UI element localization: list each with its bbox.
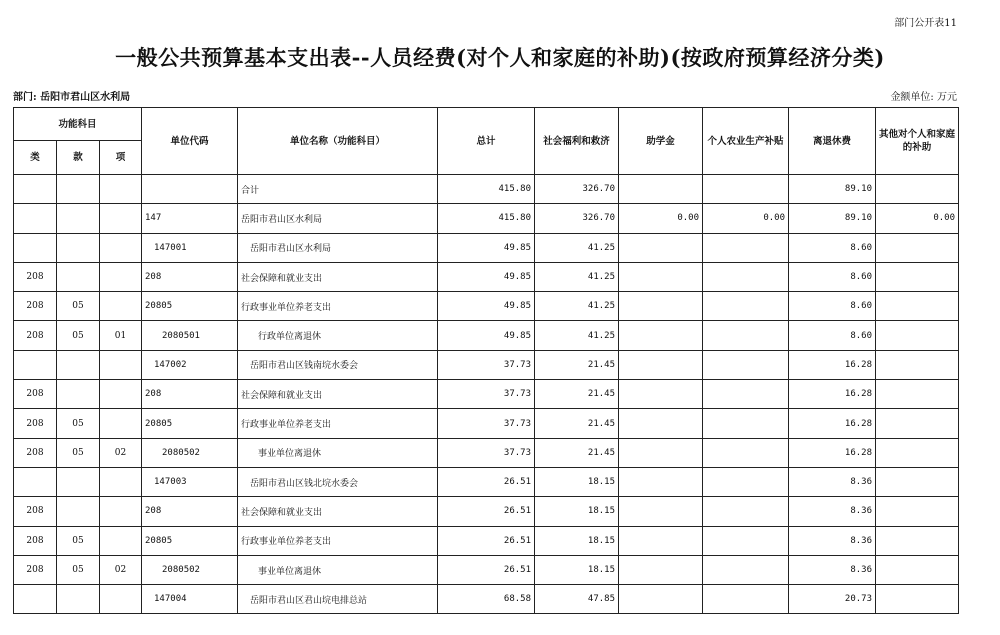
cell-unit-code (142, 175, 238, 204)
cell-unit-name: 岳阳市君山区水利局 (238, 204, 438, 233)
cell-unit-name: 行政单位离退休 (238, 321, 438, 350)
cell-scholarship: 0.00 (619, 204, 703, 233)
table-row (14, 526, 959, 555)
cell-other-subsidy (876, 526, 959, 555)
cell-unit-name: 岳阳市君山区君山垸电排总站 (238, 585, 438, 614)
cell-xiang (100, 585, 142, 614)
cell-retirement: 8.36 (789, 526, 876, 555)
cell-lei (14, 585, 57, 614)
cell-scholarship (619, 233, 703, 262)
cell-unit-name: 岳阳市君山区水利局 (238, 233, 438, 262)
cell-kuan (57, 350, 100, 379)
header-lei: 类 (14, 141, 57, 175)
cell-unit-name: 岳阳市君山区钱南垸水委会 (238, 350, 438, 379)
cell-total: 37.73 (438, 438, 535, 467)
cell-lei: 208 (14, 438, 57, 467)
cell-social-welfare: 18.15 (535, 497, 619, 526)
cell-agri-subsidy (703, 555, 789, 584)
cell-xiang (100, 380, 142, 409)
cell-other-subsidy (876, 175, 959, 204)
header-function-subject: 功能科目 (14, 108, 142, 141)
cell-unit-code: 2080502 (142, 555, 238, 584)
cell-lei: 208 (14, 555, 57, 584)
cell-kuan (57, 175, 100, 204)
cell-xiang: 02 (100, 438, 142, 467)
cell-other-subsidy (876, 409, 959, 438)
cell-retirement: 8.36 (789, 555, 876, 584)
header-xiang: 项 (100, 141, 142, 175)
cell-social-welfare: 41.25 (535, 262, 619, 291)
cell-lei: 208 (14, 497, 57, 526)
cell-scholarship (619, 409, 703, 438)
cell-xiang: 02 (100, 555, 142, 584)
cell-social-welfare: 21.45 (535, 409, 619, 438)
cell-scholarship (619, 380, 703, 409)
header-other-subsidy: 其他对个人和家庭的补助 (876, 108, 959, 175)
cell-other-subsidy (876, 585, 959, 614)
cell-other-subsidy: 0.00 (876, 204, 959, 233)
cell-xiang (100, 262, 142, 291)
cell-total: 26.51 (438, 497, 535, 526)
cell-social-welfare: 326.70 (535, 175, 619, 204)
cell-social-welfare: 21.45 (535, 350, 619, 379)
cell-scholarship (619, 175, 703, 204)
cell-retirement: 8.60 (789, 292, 876, 321)
cell-unit-code: 20805 (142, 409, 238, 438)
table-row (14, 380, 959, 409)
cell-xiang (100, 409, 142, 438)
cell-social-welfare: 41.25 (535, 292, 619, 321)
cell-lei: 208 (14, 409, 57, 438)
cell-lei (14, 175, 57, 204)
cell-unit-code: 20805 (142, 292, 238, 321)
cell-retirement: 8.60 (789, 321, 876, 350)
cell-unit-name: 社会保障和就业支出 (238, 497, 438, 526)
cell-scholarship (619, 555, 703, 584)
budget-table (13, 107, 959, 614)
cell-agri-subsidy (703, 438, 789, 467)
table-number-label: 部门公开表11 (894, 18, 957, 29)
cell-social-welfare: 47.85 (535, 585, 619, 614)
header-total: 总计 (438, 108, 535, 175)
cell-agri-subsidy (703, 292, 789, 321)
cell-other-subsidy (876, 233, 959, 262)
cell-agri-subsidy (703, 233, 789, 262)
cell-lei: 208 (14, 262, 57, 291)
table-row (14, 585, 959, 614)
cell-other-subsidy (876, 292, 959, 321)
table-row (14, 350, 959, 379)
cell-lei (14, 350, 57, 379)
table-row (14, 233, 959, 262)
cell-scholarship (619, 292, 703, 321)
cell-retirement: 8.36 (789, 467, 876, 496)
cell-total: 68.58 (438, 585, 535, 614)
cell-unit-code: 147002 (142, 350, 238, 379)
cell-unit-name: 合计 (238, 175, 438, 204)
cell-social-welfare: 21.45 (535, 438, 619, 467)
cell-social-welfare: 18.15 (535, 555, 619, 584)
cell-other-subsidy (876, 262, 959, 291)
table-body (14, 175, 959, 614)
cell-xiang (100, 204, 142, 233)
cell-unit-code: 147001 (142, 233, 238, 262)
cell-kuan: 05 (57, 409, 100, 438)
cell-unit-name: 行政事业单位养老支出 (238, 409, 438, 438)
department-label: 部门: 岳阳市君山区水利局 (13, 92, 131, 103)
cell-retirement: 8.60 (789, 262, 876, 291)
cell-xiang (100, 497, 142, 526)
cell-agri-subsidy (703, 350, 789, 379)
cell-xiang (100, 292, 142, 321)
cell-agri-subsidy (703, 321, 789, 350)
cell-unit-code: 147004 (142, 585, 238, 614)
cell-social-welfare: 21.45 (535, 380, 619, 409)
cell-agri-subsidy (703, 380, 789, 409)
cell-unit-code: 208 (142, 262, 238, 291)
header-kuan: 款 (57, 141, 100, 175)
cell-xiang (100, 467, 142, 496)
cell-scholarship (619, 438, 703, 467)
cell-xiang (100, 350, 142, 379)
cell-other-subsidy (876, 380, 959, 409)
cell-agri-subsidy (703, 497, 789, 526)
cell-social-welfare: 41.25 (535, 233, 619, 262)
cell-unit-name: 行政事业单位养老支出 (238, 526, 438, 555)
header-agri-subsidy: 个人农业生产补贴 (703, 108, 789, 175)
cell-scholarship (619, 497, 703, 526)
cell-agri-subsidy (703, 526, 789, 555)
cell-total: 49.85 (438, 321, 535, 350)
cell-agri-subsidy: 0.00 (703, 204, 789, 233)
cell-scholarship (619, 262, 703, 291)
table-row (14, 467, 959, 496)
cell-xiang (100, 175, 142, 204)
table-row (14, 262, 959, 291)
cell-xiang (100, 526, 142, 555)
cell-unit-name: 事业单位离退休 (238, 555, 438, 584)
header-social-welfare: 社会福利和救济 (535, 108, 619, 175)
header-retirement: 离退休费 (789, 108, 876, 175)
cell-scholarship (619, 321, 703, 350)
cell-kuan (57, 467, 100, 496)
page-title: 一般公共预算基本支出表--人员经费(对个人和家庭的补助)(按政府预算经济分类) (115, 45, 885, 70)
table-row (14, 438, 959, 467)
cell-unit-code: 20805 (142, 526, 238, 555)
cell-unit-code: 2080502 (142, 438, 238, 467)
cell-other-subsidy (876, 467, 959, 496)
cell-unit-name: 行政事业单位养老支出 (238, 292, 438, 321)
cell-kuan (57, 497, 100, 526)
cell-scholarship (619, 526, 703, 555)
cell-total: 37.73 (438, 409, 535, 438)
cell-other-subsidy (876, 350, 959, 379)
cell-agri-subsidy (703, 467, 789, 496)
cell-lei (14, 233, 57, 262)
cell-kuan: 05 (57, 555, 100, 584)
cell-lei: 208 (14, 380, 57, 409)
cell-agri-subsidy (703, 585, 789, 614)
cell-social-welfare: 326.70 (535, 204, 619, 233)
cell-unit-name: 岳阳市君山区钱北垸水委会 (238, 467, 438, 496)
cell-lei (14, 467, 57, 496)
cell-social-welfare: 18.15 (535, 467, 619, 496)
cell-unit-code: 147 (142, 204, 238, 233)
cell-total: 37.73 (438, 350, 535, 379)
cell-kuan (57, 585, 100, 614)
cell-retirement: 16.28 (789, 409, 876, 438)
table-row (14, 204, 959, 233)
cell-total: 49.85 (438, 233, 535, 262)
cell-social-welfare: 41.25 (535, 321, 619, 350)
cell-kuan: 05 (57, 292, 100, 321)
cell-lei: 208 (14, 526, 57, 555)
cell-unit-code: 208 (142, 380, 238, 409)
cell-kuan (57, 204, 100, 233)
cell-other-subsidy (876, 497, 959, 526)
cell-kuan (57, 262, 100, 291)
cell-total: 415.80 (438, 204, 535, 233)
cell-kuan: 05 (57, 321, 100, 350)
cell-xiang (100, 233, 142, 262)
cell-total: 49.85 (438, 292, 535, 321)
cell-retirement: 20.73 (789, 585, 876, 614)
table-header (14, 108, 959, 175)
cell-unit-name: 社会保障和就业支出 (238, 380, 438, 409)
header-scholarship: 助学金 (619, 108, 703, 175)
cell-retirement: 8.60 (789, 233, 876, 262)
table-row (14, 555, 959, 584)
cell-agri-subsidy (703, 262, 789, 291)
table-row (14, 175, 959, 204)
table-row (14, 409, 959, 438)
cell-unit-code: 2080501 (142, 321, 238, 350)
cell-unit-name: 社会保障和就业支出 (238, 262, 438, 291)
cell-agri-subsidy (703, 175, 789, 204)
cell-kuan (57, 380, 100, 409)
cell-other-subsidy (876, 555, 959, 584)
cell-scholarship (619, 350, 703, 379)
cell-total: 415.80 (438, 175, 535, 204)
cell-other-subsidy (876, 321, 959, 350)
cell-retirement: 8.36 (789, 497, 876, 526)
cell-retirement: 89.10 (789, 175, 876, 204)
cell-retirement: 16.28 (789, 438, 876, 467)
header-unit-code: 单位代码 (142, 108, 238, 175)
cell-kuan: 05 (57, 438, 100, 467)
cell-social-welfare: 18.15 (535, 526, 619, 555)
cell-xiang: 01 (100, 321, 142, 350)
cell-total: 26.51 (438, 555, 535, 584)
cell-kuan: 05 (57, 526, 100, 555)
cell-retirement: 16.28 (789, 350, 876, 379)
cell-other-subsidy (876, 438, 959, 467)
cell-total: 37.73 (438, 380, 535, 409)
cell-scholarship (619, 585, 703, 614)
cell-lei (14, 204, 57, 233)
cell-agri-subsidy (703, 409, 789, 438)
header-unit-name: 单位名称（功能科目） (238, 108, 438, 175)
cell-total: 26.51 (438, 467, 535, 496)
amount-unit-label: 金额单位: 万元 (890, 92, 957, 103)
cell-unit-code: 147003 (142, 467, 238, 496)
cell-retirement: 89.10 (789, 204, 876, 233)
cell-unit-code: 208 (142, 497, 238, 526)
cell-lei: 208 (14, 292, 57, 321)
cell-lei: 208 (14, 321, 57, 350)
cell-total: 26.51 (438, 526, 535, 555)
cell-kuan (57, 233, 100, 262)
cell-unit-name: 事业单位离退休 (238, 438, 438, 467)
cell-retirement: 16.28 (789, 380, 876, 409)
table-row (14, 321, 959, 350)
cell-total: 49.85 (438, 262, 535, 291)
cell-scholarship (619, 467, 703, 496)
table-row (14, 292, 959, 321)
table-row (14, 497, 959, 526)
